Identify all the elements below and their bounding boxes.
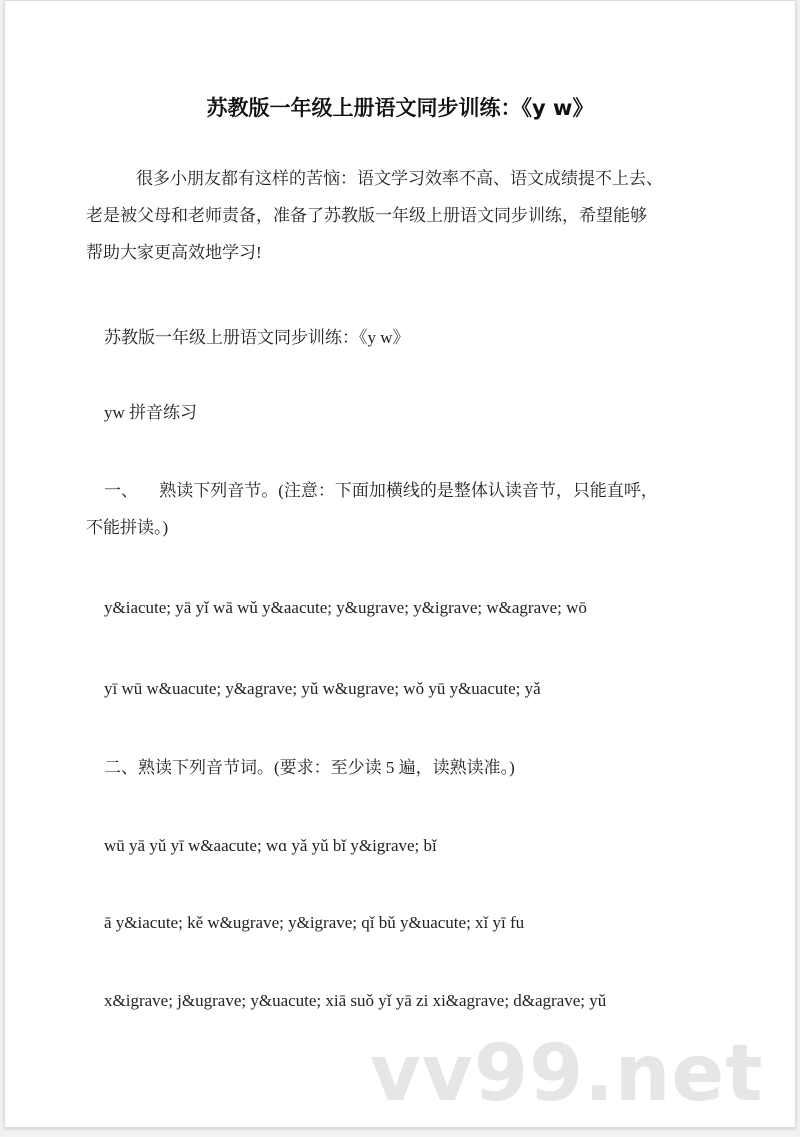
pinyin-line: yī wū w&uacute; y&agrave; yǔ w&ugrave; wǒ yū y&uacute; yǎ bbox=[104, 679, 541, 698]
pinyin-line: ā y&iacute; kě w&ugrave; y&igrave; qǐ bǔ y&uacute; xǐ yī fu bbox=[104, 913, 525, 932]
pinyin-line: wū yā yǔ yī w&aacute; wɑ yǎ yǔ bǐ y&igrave; bǐ bbox=[104, 836, 437, 855]
question-1: 一、 熟读下列音节。(注意：下面加横线的是整体认读音节，只能直呼， bbox=[104, 481, 658, 500]
intro-line: 帮助大家更高效地学习! bbox=[86, 243, 262, 262]
document-page bbox=[4, 0, 796, 1128]
pinyin-line: y&iacute; yā yǐ wā wǔ y&aacute; y&ugrave; y&igrave; w&agrave; wō bbox=[104, 598, 587, 617]
intro-line: 很多小朋友都有这样的苦恼：语文学习效率不高、语文成绩提不上去、 bbox=[136, 169, 663, 188]
question-1-cont: 不能拼读。) bbox=[86, 518, 169, 537]
subtitle: 苏教版一年级上册语文同步训练：《y w》 bbox=[104, 328, 410, 347]
question-2: 二、熟读下列音节词。(要求：至少读 5 遍，读熟读准。) bbox=[104, 758, 515, 777]
document-title: 苏教版一年级上册语文同步训练：《y w》 bbox=[206, 96, 594, 120]
section-heading: yw 拼音练习 bbox=[104, 403, 198, 422]
intro-line: 老是被父母和老师责备，准备了苏教版一年级上册语文同步训练，希望能够 bbox=[86, 206, 647, 225]
watermark: vv99.net bbox=[370, 1029, 764, 1119]
pinyin-line: x&igrave; j&ugrave; y&uacute; xiā suǒ yǐ yā zi xi&agrave; d&agrave; yǔ bbox=[104, 991, 607, 1010]
